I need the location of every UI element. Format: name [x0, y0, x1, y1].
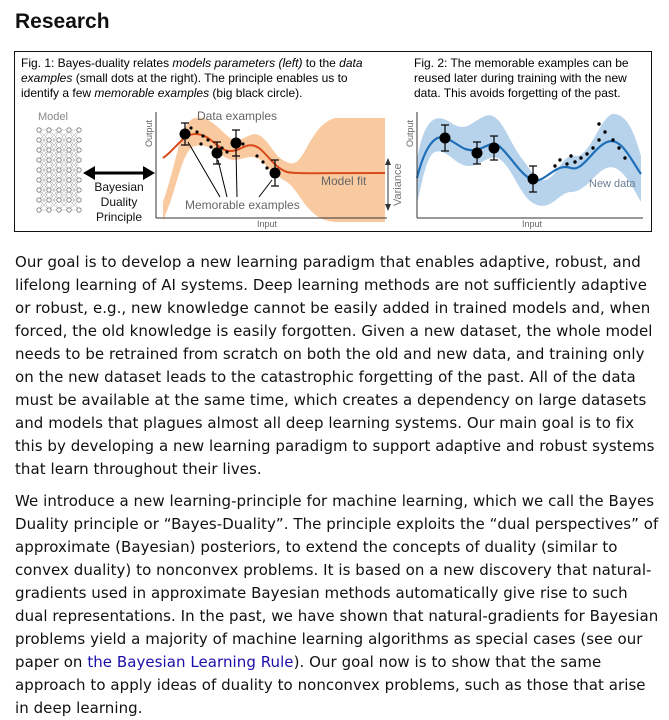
fig1-caption-line: identify a few memorable examples (big black circle).: [21, 86, 303, 100]
bayesian-learning-rule-link[interactable]: the Bayesian Learning Rule: [87, 653, 294, 671]
output-axis-label: Output: [144, 119, 154, 147]
memorable-example-dot: [231, 138, 242, 149]
principle-label: Principle: [95, 210, 143, 224]
memorable-example-dot: [489, 143, 500, 154]
paragraph-text: We introduce a new learning-principle for machine learning, which we call the Bayes Duality principle or “Bayes-Duality”. The principle exploits the “dual perspectives” of approximate (Bayesian) posteriors, to extend the concepts of duality (similar to convex duality) to nonconvex problems. It is based on a new discovery that natural-gradients used in approximate Bayesian methods automatically give rise to such dual representations. In the past, we have shown that natural-gradients for Bayesian problems yield a majority of machine learning algorithms as special cases (see our paper on: [15, 492, 659, 671]
fig2-caption-line: Fig. 2: The memorable examples can be: [414, 56, 629, 70]
research-paragraph-bayes-duality: [15, 490, 660, 720]
variance-arrow-icon: [385, 158, 391, 211]
double-arrow-icon: [83, 166, 155, 180]
new-data-label: New data: [589, 178, 636, 190]
fig2-caption-line: reused later during training with the new: [414, 71, 627, 85]
output-axis-label: Output: [405, 119, 415, 147]
research-figure: [14, 51, 652, 232]
model-fit-label: Model fit: [321, 174, 367, 188]
variance-label: Variance: [392, 163, 404, 206]
input-axis-label: Input: [522, 219, 543, 229]
memorable-example-dot: [270, 168, 281, 179]
fig1-caption-line: Fig. 1: Bayes-duality relates models parameters (left) to the data: [21, 56, 363, 70]
principle-label: Bayesian: [94, 180, 144, 194]
memorable-example-dot: [440, 133, 451, 144]
fig2-plot: [405, 112, 643, 229]
page-title: Research: [15, 10, 110, 33]
fig2-caption-line: data. This avoids forgetting of the past.: [414, 86, 621, 100]
model-label: Model: [38, 111, 68, 123]
neural-network-icon: [37, 128, 81, 212]
memorable-example-dot: [212, 148, 223, 159]
memorable-examples-label: Memorable examples: [185, 198, 300, 212]
principle-label: Duality: [100, 195, 138, 209]
input-axis-label: Input: [257, 219, 278, 229]
memorable-example-dot: [180, 129, 191, 140]
memorable-example-dot: [472, 148, 483, 159]
memorable-example-dot: [528, 174, 539, 185]
fig1-plot: [144, 109, 404, 229]
research-paragraph-goal: Our goal is to develop a new learning paradigm that enables adaptive, robust, and lifelong learning of AI systems. Deep learning methods are not sufficiently adaptive or robust, e.g., new knowledge cannot be easily added in trained models and, when forced, the old knowledge is easily forgotten. Given a new dataset, the whole model needs to be retrained from scratch on both the old and new data, and training only on the new dataset leads to the catastrophic forgetting of the past. All of the data must be available at the same time, which creates a dependency on large datasets and models that plagues almost all deep learning systems. Our main goal is to fix this by developing a new learning paradigm to support adaptive and robust systems that learn throughout their lives.: [15, 253, 655, 478]
paragraph-text: ). Our goal now is to show that the same approach to apply ideas of duality to nonconvex problems, such as those that arise in deep learning.: [15, 653, 646, 717]
fig1-caption-line: examples (small dots at the right). The principle enables us to: [21, 71, 348, 85]
data-examples-label: Data examples: [197, 109, 278, 123]
